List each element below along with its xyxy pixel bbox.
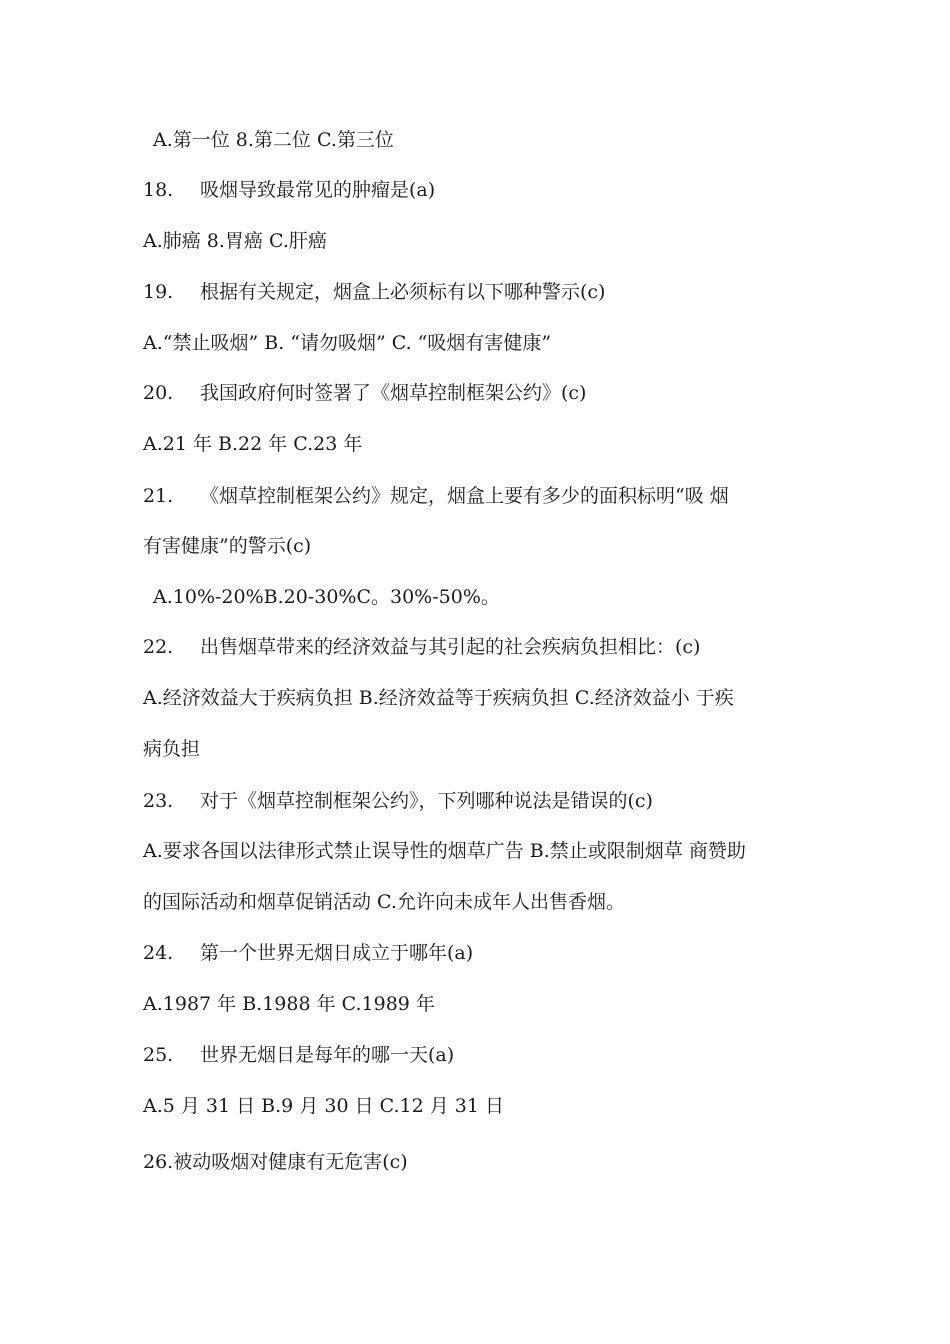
- question-20: [143, 381, 586, 405]
- question-number: 25.: [143, 1044, 174, 1066]
- line-text: 有害健康”的警示(c): [143, 535, 312, 557]
- answer-options-25: [143, 1094, 504, 1118]
- line-text: A.肺癌 8.胃癌 C.肝癌: [143, 230, 327, 252]
- question-25: [143, 1043, 454, 1067]
- answer-options-22: [143, 686, 734, 710]
- answer-options-18: [143, 229, 327, 253]
- question-23: [143, 789, 653, 813]
- line-text: A.第一位 8.第二位 C.第三位: [153, 129, 394, 151]
- question-text: 《烟草控制框架公约》规定，烟盒上要有多少的面积标明“吸 烟: [200, 485, 729, 507]
- answer-options-22-continued: [143, 737, 200, 761]
- answer-options-17: [153, 128, 394, 152]
- question-21-continued: [143, 534, 311, 558]
- answer-options-24: [143, 992, 435, 1016]
- question-text: 吸烟导致最常见的肿瘤是(a): [200, 179, 436, 201]
- question-text: 对于《烟草控制框架公约》，下列哪种说法是错误的(c): [200, 790, 653, 812]
- question-24: [143, 941, 473, 965]
- question-19: [143, 280, 605, 304]
- line-text: A.21 年 B.22 年 C.23 年: [143, 433, 363, 455]
- line-text: A.经济效益大于疾病负担 B.经济效益等于疾病负担 C.经济效益小 于疾: [143, 687, 734, 709]
- line-text: A.“禁止吸烟” B. “请勿吸烟” C. “吸烟有害健康”: [143, 332, 552, 354]
- question-text: 我国政府何时签署了《烟草控制框架公约》(c): [200, 382, 587, 404]
- question-number: 19.: [143, 281, 174, 303]
- question-text: 世界无烟日是每年的哪一天(a): [200, 1044, 455, 1066]
- question-18: [143, 178, 435, 202]
- answer-options-23: [143, 839, 746, 863]
- line-text: A.10%-20%B.20-30%C。30%-50%。: [153, 586, 500, 608]
- question-number: 22.: [143, 636, 174, 658]
- question-number: 24.: [143, 942, 174, 964]
- line-text: A.5 月 31 日 B.9 月 30 日 C.12 月 31 日: [143, 1095, 504, 1117]
- question-text: 出售烟草带来的经济效益与其引起的社会疾病负担相比：(c): [200, 636, 701, 658]
- question-26: [143, 1150, 408, 1174]
- line-text: A.要求各国以法律形式禁止误导性的烟草广告 B.禁止或限制烟草 商赞助: [143, 840, 746, 862]
- answer-options-23-continued: [143, 890, 625, 914]
- question-21: [143, 484, 729, 508]
- question-number: 18.: [143, 179, 174, 201]
- line-text: 的国际活动和烟草促销活动 C.允许向未成年人出售香烟。: [143, 891, 625, 913]
- question-text: 26.被动吸烟对健康有无危害(c): [143, 1151, 408, 1173]
- answer-options-19: [143, 331, 551, 355]
- question-text: 根据有关规定，烟盒上必须标有以下哪种警示(c): [200, 281, 606, 303]
- question-number: 20.: [143, 382, 174, 404]
- question-number: 21.: [143, 485, 174, 507]
- line-text: 病负担: [143, 738, 201, 760]
- line-text: A.1987 年 B.1988 年 C.1989 年: [143, 993, 435, 1015]
- question-22: [143, 635, 700, 659]
- answer-options-20: [143, 432, 362, 456]
- answer-options-21: [153, 585, 500, 609]
- question-text: 第一个世界无烟日成立于哪年(a): [200, 942, 474, 964]
- question-number: 23.: [143, 790, 174, 812]
